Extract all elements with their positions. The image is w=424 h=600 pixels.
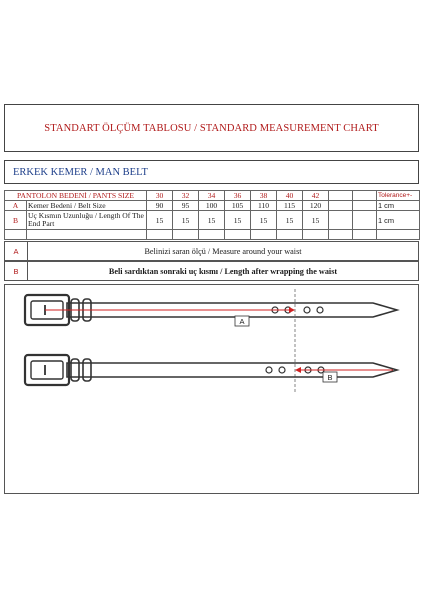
belt-diagram bbox=[5, 285, 420, 495]
tolerance-header: Tolerance+- bbox=[377, 191, 420, 201]
spacer-row bbox=[5, 230, 420, 240]
legend-letter: B bbox=[5, 262, 28, 280]
belt-a bbox=[25, 295, 397, 326]
size-header-cell: 34 bbox=[199, 191, 225, 201]
table-row bbox=[5, 211, 420, 230]
belt-diagram-panel bbox=[4, 284, 419, 494]
size-header-cell: 42 bbox=[303, 191, 329, 201]
legend-text: Belinizi saran ölçü / Measure around your waist bbox=[144, 246, 302, 256]
label-b: B bbox=[327, 373, 333, 382]
row-letter: A bbox=[5, 201, 27, 211]
size-table bbox=[4, 190, 420, 240]
legend-row-b bbox=[4, 261, 419, 281]
value-cell: 15 bbox=[199, 211, 225, 230]
belt-hole bbox=[304, 307, 310, 313]
value-cell: 110 bbox=[251, 201, 277, 211]
size-header-cell: 36 bbox=[225, 191, 251, 201]
belt-hole bbox=[317, 307, 323, 313]
size-header-cell: 38 bbox=[251, 191, 277, 201]
value-cell: 90 bbox=[147, 201, 173, 211]
value-cell: 15 bbox=[173, 211, 199, 230]
empty-cell bbox=[329, 211, 353, 230]
empty-cell bbox=[329, 201, 353, 211]
size-header-cell: 40 bbox=[277, 191, 303, 201]
size-header-cell: 30 bbox=[147, 191, 173, 201]
value-cell: 115 bbox=[277, 201, 303, 211]
belt-hole bbox=[279, 367, 285, 373]
row-label: Kemer Bedeni / Belt Size bbox=[27, 201, 147, 211]
empty-cell bbox=[353, 211, 377, 230]
value-cell: 120 bbox=[303, 201, 329, 211]
belt-b bbox=[25, 355, 397, 385]
pants-size-header: PANTOLON BEDENİ / PANTS SIZE bbox=[5, 191, 147, 201]
buckle-frame bbox=[31, 361, 63, 379]
value-cell: 15 bbox=[147, 211, 173, 230]
legend-text: Beli sardıktan sonraki uç kısmı / Length after wrapping the waist bbox=[108, 266, 338, 276]
legend-row-a bbox=[4, 241, 419, 261]
product-subtitle: ERKEK KEMER / MAN BELT bbox=[13, 166, 148, 178]
value-cell: 15 bbox=[225, 211, 251, 230]
label-a: A bbox=[239, 317, 245, 326]
title-panel bbox=[4, 104, 419, 152]
table-row bbox=[5, 201, 420, 211]
value-cell: 95 bbox=[173, 201, 199, 211]
empty-cell bbox=[329, 191, 353, 201]
row-label: Uç Kısmın Uzunluğu / Length Of The End Part bbox=[27, 211, 147, 230]
value-cell: 100 bbox=[199, 201, 225, 211]
arrow-right-icon bbox=[289, 307, 295, 313]
value-cell: 15 bbox=[251, 211, 277, 230]
row-letter: B bbox=[5, 211, 27, 230]
size-header-cell: 32 bbox=[173, 191, 199, 201]
empty-cell bbox=[353, 201, 377, 211]
belt-hole bbox=[266, 367, 272, 373]
tolerance-cell: 1 cm bbox=[377, 211, 420, 230]
legend-letter: A bbox=[5, 242, 28, 260]
value-cell: 105 bbox=[225, 201, 251, 211]
size-header-row bbox=[5, 191, 420, 201]
page-title: STANDART ÖLÇÜM TABLOSU / STANDARD MEASUREMENT CHART bbox=[44, 122, 379, 134]
arrow-left-icon bbox=[295, 367, 301, 373]
empty-cell bbox=[353, 191, 377, 201]
tolerance-cell: 1 cm bbox=[377, 201, 420, 211]
subtitle-panel bbox=[4, 160, 419, 184]
value-cell: 15 bbox=[277, 211, 303, 230]
value-cell: 15 bbox=[303, 211, 329, 230]
